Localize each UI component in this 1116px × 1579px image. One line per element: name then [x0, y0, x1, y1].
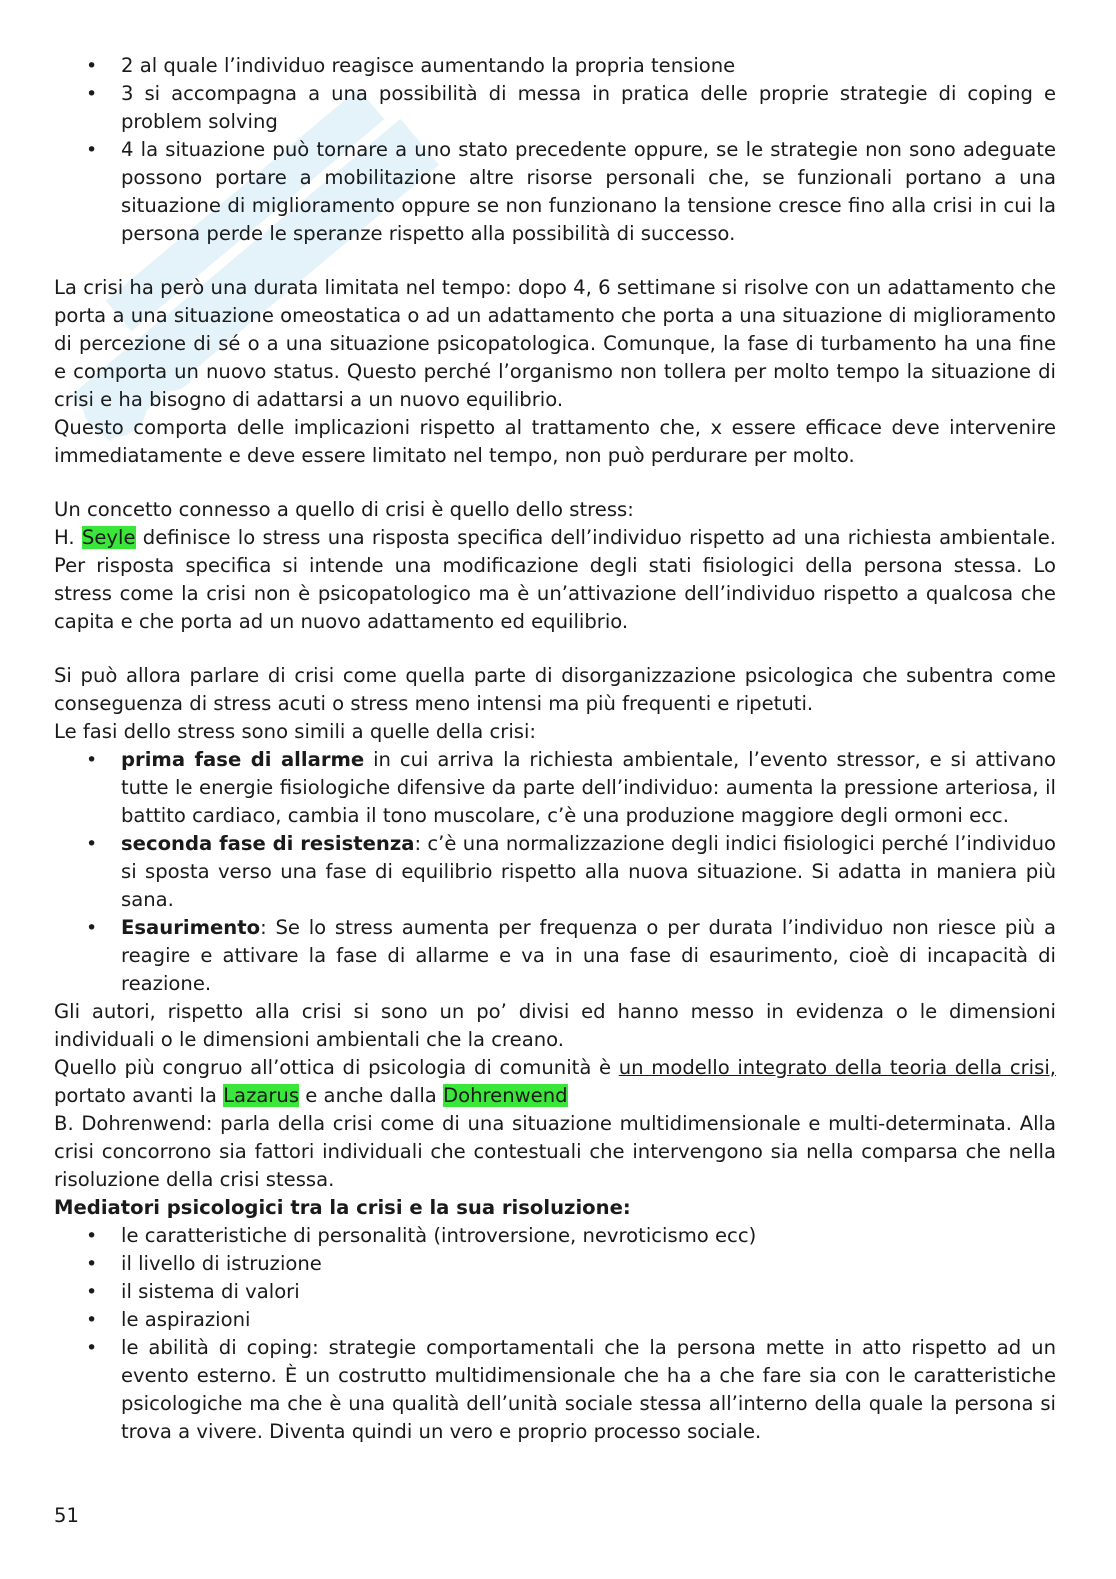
highlight-seyle: Seyle	[81, 526, 136, 549]
list-item: • il livello di istruzione	[54, 1250, 1056, 1278]
fase-title: seconda fase di resistenza	[121, 832, 415, 855]
mediatori-heading: Mediatori psicologici tra la crisi e la sua risoluzione:	[54, 1196, 631, 1219]
highlight-dohrenwend: Dohrenwend	[443, 1084, 568, 1107]
list-item: • le abilità di coping: strategie comportamentali che la persona mette in atto rispetto ad un evento esterno. È un costrutto multidimensionale che ha a che fare sia con le caratteristiche psicologiche ma che è una qualità dell’unità sociale stessa all’interno della quale la persona si trova a vivere. Diventa quindi un vero e proprio processo sociale.	[54, 1334, 1056, 1446]
underlined-modello: un modello integrato della teoria della crisi,	[618, 1056, 1056, 1079]
fase-title: Esaurimento	[121, 916, 261, 939]
list-item: • 3 si accompagna a una possibilità di messa in pratica delle proprie strategie di coping e problem solving	[54, 80, 1056, 136]
dohrenwend-paragraph: B. Dohrenwend: parla della crisi come di una situazione multidimensionale e multi-determinata. Alla crisi concorrono sia fattori individuali che contestuali che intervengono sia nella comparsa che nella risoluzione della crisi stessa.	[54, 1112, 1056, 1191]
crisi-paragraph: La crisi ha però una durata limitata nel tempo: dopo 4, 6 settimane si risolve con un adattamento che porta a una situazione omeostatica o ad un adattamento che porta a una situazione di miglioramento di percezione di sé o a una situazione psicopatologica. Comunque, la fase di turbamento ha una fine e comporta un nuovo status. Questo perché l’organismo non tollera per molto tempo la situazione di crisi e ha bisogno di adattarsi a un nuovo equilibrio.	[54, 276, 1056, 411]
list-item: • 4 la situazione può tornare a uno stato precedente oppure, se le strategie non sono adeguate possono portare a mobilitazione altre risorse personali che, se funzionali portano a una situazione di miglioramento oppure se non funzionano la tensione cresce fino alla crisi in cui la persona perde le speranze rispetto alla possibilità di successo.	[54, 136, 1056, 248]
stress-intro: Un concetto connesso a quello di crisi è quello dello stress:	[54, 498, 634, 521]
list-item: • il sistema di valori	[54, 1278, 1056, 1306]
fase-title: prima fase di allarme	[121, 748, 365, 771]
list-item: • Esaurimento: Se lo stress aumenta per frequenza o per durata l’individuo non riesce più a reagire e attivare la fase di allarme e va in una fase di esaurimento, cioè di incapacità di reazione.	[54, 914, 1056, 998]
highlight-lazarus: Lazarus	[223, 1084, 300, 1107]
list-item: • le caratteristiche di personalità (introversione, nevroticismo ecc)	[54, 1222, 1056, 1250]
list-item: • prima fase di allarme in cui arriva la richiesta ambientale, l’evento stressor, e si attivano tutte le energie fisiologiche difensive da parte dell’individuo: aumenta la pressione arteriosa, il battito cardiaco, cambia il tono muscolare, c’è una produzione maggiore degli ormoni ecc.	[54, 746, 1056, 830]
page-number: 51	[54, 1504, 79, 1527]
page-content	[54, 52, 1056, 1446]
seyle-paragraph: H. Seyle definisce lo stress una risposta specifica dell’individuo rispetto ad una richiesta ambientale. Per risposta specifica si intende una modificazione degli stati fisiologici della persona stessa. Lo stress come la crisi non è psicopatologico ma è un’attivazione dell’individuo rispetto a qualcosa che capita e che porta ad un nuovo adattamento ed equilibrio.	[54, 526, 1056, 633]
top-bullet-list	[54, 52, 1056, 248]
disorganizzazione-paragraph: Si può allora parlare di crisi come quella parte di disorganizzazione psicologica che subentra come conseguenza di stress acuti o stress meno intensi ma più frequenti e ripetuti.	[54, 664, 1056, 715]
mediatori-list	[54, 1222, 1056, 1446]
autori-paragraph: Gli autori, rispetto alla crisi si sono un po’ divisi ed hanno messo in evidenza o le dimensioni individuali o le dimensioni ambientali che la creano.	[54, 1000, 1056, 1051]
fasi-list	[54, 746, 1056, 998]
implicazioni-paragraph: Questo comporta delle implicazioni rispetto al trattamento che, x essere efficace deve intervenire immediatamente e deve essere limitato nel tempo, non può perdurare per molto.	[54, 416, 1056, 467]
list-item: • seconda fase di resistenza: c’è una normalizzazione degli indici fisiologici perché l’individuo si sposta verso una fase di equilibrio rispetto alla nuova situazione. Si adatta in maniera più sana.	[54, 830, 1056, 914]
list-item: • le aspirazioni	[54, 1306, 1056, 1334]
fasi-intro: Le fasi dello stress sono simili a quelle della crisi:	[54, 720, 537, 743]
list-item: • 2 al quale l’individuo reagisce aumentando la propria tensione	[54, 52, 1056, 80]
modello-paragraph: Quello più congruo all’ottica di psicologia di comunità è un modello integrato della teoria della crisi, portato avanti la Lazarus e anche dalla Dohrenwend	[54, 1056, 1056, 1107]
